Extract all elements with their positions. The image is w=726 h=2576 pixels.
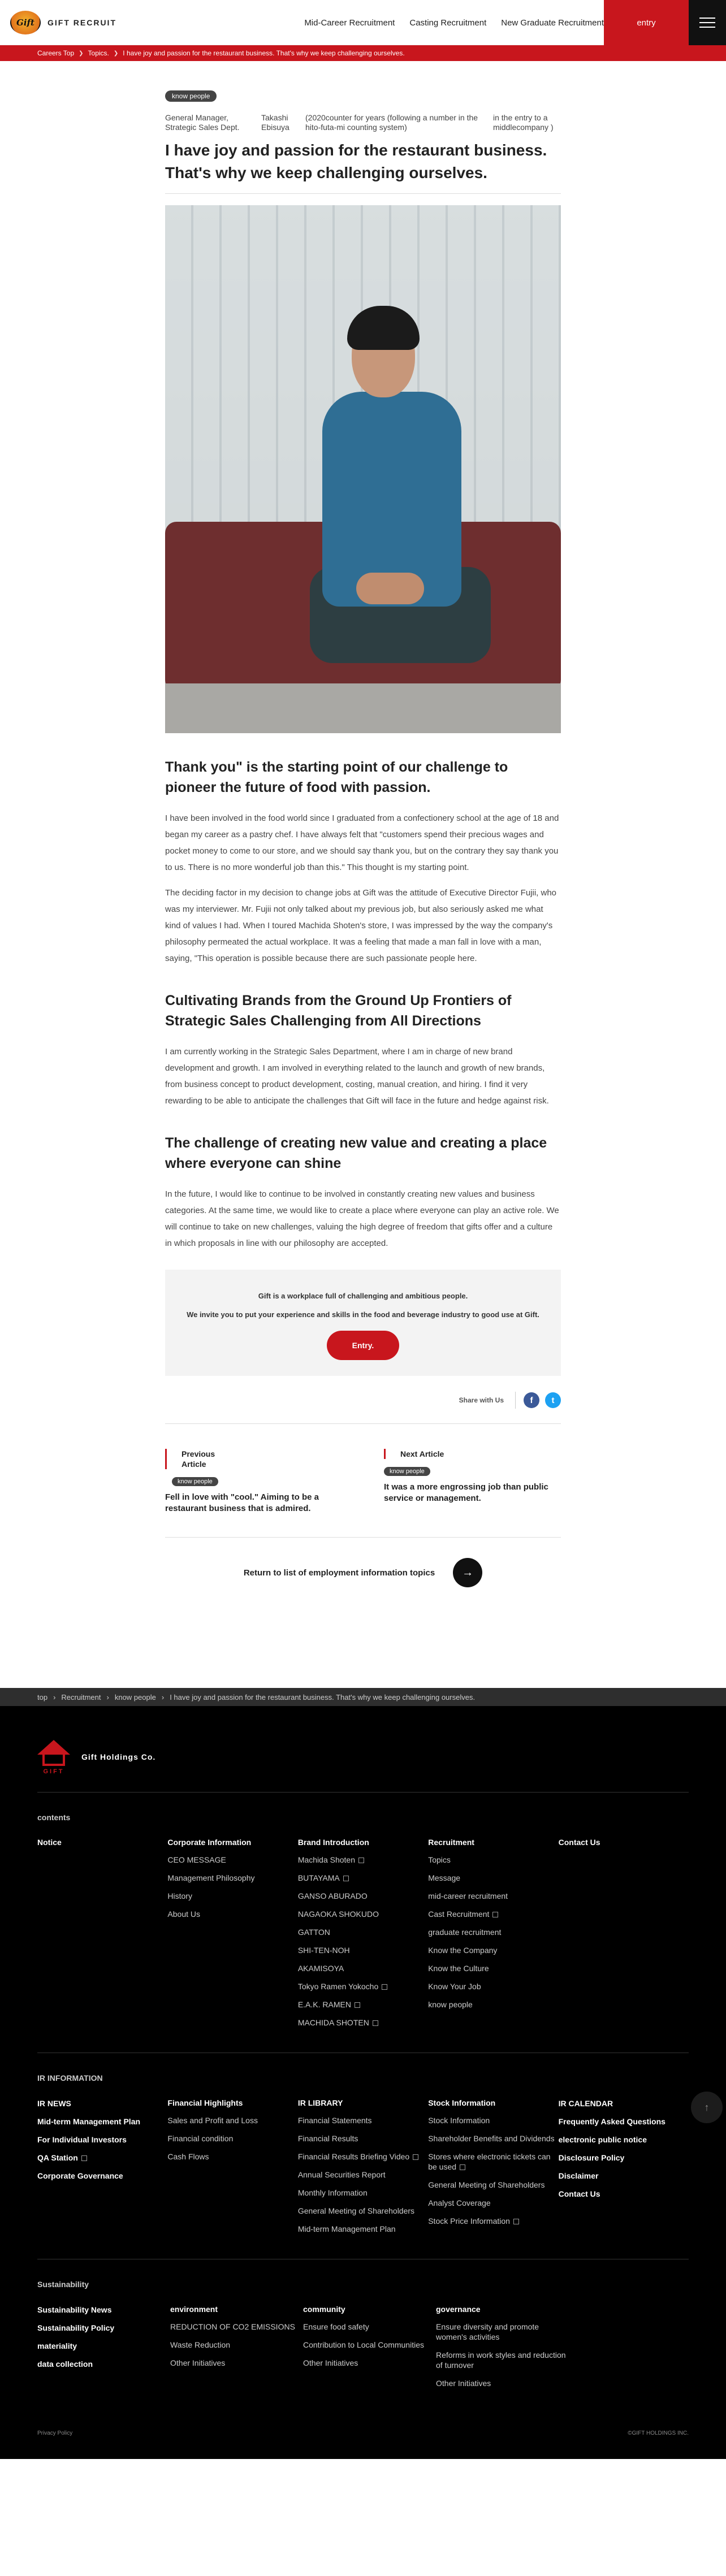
footer-link[interactable]: Message [428,1873,461,1882]
footer-link[interactable]: AKAMISOYA [297,1964,344,1973]
footer-link[interactable]: Ensure food safety [303,2322,369,2331]
breadcrumb-item[interactable]: Topics. [88,49,109,57]
nav-casting[interactable]: Casting Recruitment [409,18,487,28]
footer-link[interactable]: For Individual Investors [37,2135,127,2144]
footer-link[interactable]: mid-career recruitment [428,1891,508,1900]
footer-link-label: Tokyo Ramen Yokocho [297,1982,379,1991]
logo-text: GIFT RECRUIT [47,18,116,27]
section-paragraph: I am currently working in the Strategic Sales Department, where I am in charge of new brand development and growth. I am involved in everything related to the launch and growth of new brands, from business concept to product development, costing, manual creation, and hiring. I find it very rewarding to be able to anticipate the challenges that Gift will face in the future and hedge against risk. [165,1047,549,1106]
breadcrumb-item[interactable]: Recruitment [61,1692,101,1702]
share-bar [165,1392,561,1424]
footer-link[interactable]: Know the Culture [428,1964,489,1973]
footer-sustainability [37,2280,689,2396]
footer-link[interactable]: Financial Statements [297,2116,372,2125]
gift-house-icon [37,1740,70,1775]
footer-link[interactable]: Other Initiatives [170,2358,226,2367]
meta-year: (2020counter for years (following a number in the hito-futa-mi counting system) [305,113,478,132]
footer-link[interactable]: GATTON [297,1928,330,1937]
chevron-right-icon: ❯ [113,50,119,57]
interviewee-photo [165,205,561,733]
next-article-link[interactable] [384,1449,561,1514]
meta-position: General Manager, Strategic Sales Dept. [165,113,240,132]
external-link-icon [373,2020,378,2026]
footer-link-external[interactable] [298,2151,428,2162]
footer-heading[interactable]: Financial Highlights [167,2098,243,2107]
footer-heading-brand[interactable]: Brand Introduction [297,1838,369,1847]
footer-link[interactable]: Sales and Profit and Loss [167,2116,258,2125]
footer-link-external[interactable] [298,1999,428,2010]
category-tag: know people [165,90,217,102]
chevron-right-icon: ❯ [79,50,84,57]
previous-article-link[interactable] [165,1449,342,1514]
footer-link[interactable]: Corporate Governance [37,2171,123,2180]
nav-new-graduate[interactable]: New Graduate Recruitment [501,18,604,28]
arrow-right-icon: → [453,1558,482,1587]
previous-article-title: Fell in love with "cool." Aiming to be a restaurant business that is admired. [165,1492,319,1513]
article-section-3 [165,1133,561,1252]
footer-link-contact[interactable]: Contact Us [558,1838,600,1847]
back-to-list-link[interactable] [165,1558,561,1587]
footer-link[interactable]: electronic public notice [558,2135,647,2144]
breadcrumb-current: I have joy and passion for the restaurant business. That's why we keep challenging ourselves. [123,49,405,57]
site-logo[interactable] [10,11,116,34]
main-nav [304,0,604,45]
footer-link[interactable]: Ensure diversity and promote women's activities [436,2322,539,2341]
footer-link[interactable]: Reforms in work styles and reduction of turnover [436,2350,566,2370]
footer-link-label: QA Station [37,2153,78,2162]
footer-heading[interactable]: IR LIBRARY [297,2098,343,2107]
footer-contents [37,1813,689,2036]
external-link-icon [413,2154,418,2160]
footer-link-label: Stock Price Information [428,2216,510,2226]
footer-link[interactable]: graduate recruitment [428,1928,502,1937]
page-top-icon[interactable]: ↑ [691,2092,723,2123]
footer-link[interactable]: data collection [37,2359,93,2369]
page-title: I have joy and passion for the restaurant business. That's why we keep challenging ourselves. [165,139,561,194]
footer-link-external[interactable] [428,2151,558,2172]
footer-link[interactable]: Monthly Information [297,2188,368,2197]
hamburger-menu-icon[interactable] [689,0,726,45]
breadcrumb-item[interactable]: Careers Top [37,49,75,57]
footer-link[interactable]: Contact Us [558,2189,600,2198]
nav-mid-career[interactable]: Mid-Career Recruitment [304,18,395,28]
privacy-policy-link[interactable]: Privacy Policy [37,2430,73,2436]
breadcrumb-top [0,45,726,61]
back-to-list-label: Return to list of employment information topics [243,1568,435,1578]
footer-link[interactable]: Frequently Asked Questions [558,2117,666,2126]
section-paragraph: I have been involved in the food world since I graduated from a confectionery school at the age of 18 and began my career as a pastry chef. I have always felt that "customers spend their precious wages and pocket money to come to our store, and we should say thank you, but on the contrary they say thank you to us. There is no more wonderful job than this." This thought is my starting point. [165,813,559,872]
footer-link[interactable]: Know the Company [428,1946,498,1955]
logo-mark [10,11,41,34]
footer-link[interactable]: IR NEWS [37,2099,71,2108]
external-link-icon [343,1876,349,1881]
breadcrumb-item[interactable]: top [37,1692,48,1702]
footer-ir [37,2073,689,2242]
footer-link[interactable]: General Meeting of Shareholders [297,2206,415,2215]
section-heading: The challenge of creating new value and creating a place where everyone can shine [165,1135,547,1171]
next-article-title: It was a more engrossing job than public service or management. [384,1482,548,1503]
copyright: ©GIFT HOLDINGS INC. [628,2430,689,2436]
article-section-2 [165,990,561,1109]
footer-link-label: E.A.K. RAMEN [297,2000,351,2009]
article-pager [165,1449,561,1538]
external-link-icon [355,2002,360,2008]
twitter-icon[interactable]: t [545,1392,561,1408]
footer-link[interactable]: Mid-term Management Plan [297,2224,396,2233]
footer-link[interactable]: Waste Reduction [170,2340,231,2349]
footer-link[interactable]: Financial condition [167,2134,234,2143]
footer-link-label: Cast Recruitment [428,1910,490,1919]
footer-link[interactable]: SHI-TEN-NOH [297,1946,350,1955]
footer-link[interactable]: About Us [167,1910,200,1919]
footer-link-external[interactable] [298,2017,428,2028]
footer-link-label: Financial Results Briefing Video [297,2152,410,2161]
footer-company-name: Gift Holdings Co. [81,1752,156,1761]
section-heading: Cultivating Brands from the Ground Up Frontiers of Strategic Sales Challenging from All Directions [165,993,512,1029]
footer-link[interactable]: General Meeting of Shareholders [428,2180,545,2189]
footer-link[interactable]: Financial Results [297,2134,358,2143]
breadcrumb-bottom [0,1688,726,1706]
footer-sus-title: Sustainability [37,2280,89,2289]
footer-link[interactable]: Other Initiatives [303,2358,358,2367]
site-footer [0,1706,726,2459]
article [165,61,561,1587]
cta-entry-button[interactable]: Entry. [327,1331,399,1360]
footer-ir-title: IR INFORMATION [37,2073,103,2083]
footer-link-external[interactable] [37,2153,167,2163]
breadcrumb-current: I have joy and passion for the restaurant business. That's why we keep challenging ourselves. [170,1692,476,1702]
footer-link[interactable]: Know Your Job [428,1982,481,1991]
footer-link[interactable]: History [167,1891,192,1900]
footer-link[interactable]: GANSO ABURADO [297,1891,368,1900]
article-section-1 [165,757,561,967]
footer-link[interactable]: Cash Flows [167,2152,209,2161]
footer-link-external[interactable] [298,1873,428,1883]
footer-link-label: MACHIDA SHOTEN [297,2018,369,2027]
footer-link-label: Stores where electronic tickets can be used [428,2152,551,2171]
logo-mark-text: Gift [16,17,34,28]
footer-link[interactable]: Disclaimer [558,2171,599,2180]
footer-link[interactable]: Shareholder Benefits and Dividends [428,2134,555,2143]
footer-link[interactable]: REDUCTION OF CO2 EMISSIONS [170,2322,295,2331]
previous-article-tag: know people [172,1477,218,1486]
footer-link[interactable]: Sustainability News [37,2305,112,2314]
footer-link[interactable]: NAGAOKA SHOKUDO [297,1910,379,1919]
footer-link-external[interactable] [428,1909,558,1919]
footer-link-external[interactable] [298,1855,428,1865]
footer-link[interactable]: Contribution to Local Communities [303,2340,424,2349]
article-meta [165,113,561,132]
footer-link[interactable]: materiality [37,2341,77,2350]
footer-link[interactable]: know people [428,2000,473,2009]
footer-link-external[interactable] [298,1981,428,1991]
external-link-icon [81,2155,87,2161]
meta-entry: in the entry to a middlecompany ) [493,113,554,132]
footer-link[interactable]: Mid-term Management Plan [37,2117,141,2126]
footer-link[interactable]: CEO MESSAGE [167,1855,226,1864]
next-article-label: Next Article [384,1449,561,1459]
footer-logo-word: GIFT [43,1768,64,1775]
previous-article-label: Previous Article [165,1449,227,1469]
footer-heading[interactable]: Stock Information [428,2098,496,2107]
chevron-right-icon: › [106,1692,109,1702]
footer-heading-recruit[interactable]: Recruitment [428,1838,474,1847]
footer-link-notice[interactable]: Notice [37,1838,62,1847]
footer-link[interactable]: Disclosure Policy [558,2153,625,2162]
section-paragraph: The deciding factor in my decision to change jobs at Gift was the attitude of Executive Director Fujii, who was my interviewer. Mr. Fujii not only talked about my previous job, but also seriously asked me what kind of values I had. When I toured Machida Shoten's store, I was impressed by the way the company's philosophy permeated the actual workplace. It was a feeling that made a man fall in love with a man, saying, "This operation is possible because there are such passionate people here. [165,888,557,963]
share-label: Share with Us [459,1396,504,1404]
footer-logo[interactable] [37,1740,689,1775]
footer-link-external[interactable] [428,2216,558,2226]
external-link-icon [513,2219,519,2224]
footer-link-label: Machida Shoten [297,1855,355,1864]
footer-link[interactable]: Other Initiatives [436,2379,491,2388]
next-article-tag: know people [384,1467,430,1476]
meta-name: Takashi Ebisuya [261,113,289,132]
footer-heading[interactable]: governance [436,2305,481,2314]
footer-bottom [37,2430,689,2436]
entry-cta-box [165,1270,561,1376]
footer-link[interactable]: Analyst Coverage [428,2198,491,2207]
external-link-icon [358,1858,364,1863]
footer-link[interactable]: Annual Securities Report [297,2170,386,2179]
footer-link-label: BUTAYAMA [297,1873,340,1882]
breadcrumb-item[interactable]: know people [114,1692,156,1702]
section-paragraph: In the future, I would like to continue to be involved in constantly creating new values and business categories. At the same time, we would like to create a place where everyone can play an active role. We will continue to take on new challenges, valuing the high degree of freedom that gifts offer and a culture in which proposals in line with our philosophy are accepted. [165,1189,559,1248]
footer-link[interactable]: Management Philosophy [167,1873,255,1882]
facebook-icon[interactable]: f [524,1392,539,1408]
chevron-right-icon: › [53,1692,56,1702]
external-link-icon [492,1912,498,1917]
footer-contents-title: contents [37,1813,71,1822]
external-link-icon [460,2164,465,2170]
chevron-right-icon: › [161,1692,165,1702]
footer-link[interactable]: Stock Information [428,2116,490,2125]
cta-line-2: We invite you to put your experience and skills in the food and beverage industry to good use at Gift. [187,1310,539,1319]
external-link-icon [382,1984,387,1990]
footer-link[interactable]: Sustainability Policy [37,2323,115,2332]
section-heading: Thank you" is the starting point of our challenge to pioneer the future of food with passion. [165,759,508,795]
footer-link[interactable]: Topics [428,1855,451,1864]
cta-line-1: Gift is a workplace full of challenging and ambitious people. [258,1292,468,1300]
site-header [0,0,726,45]
footer-heading[interactable]: community [303,2305,345,2314]
divider [515,1392,516,1409]
footer-heading-corporate[interactable]: Corporate Information [167,1838,252,1847]
footer-link[interactable]: IR CALENDAR [558,2099,613,2108]
entry-button[interactable]: entry [604,0,689,45]
footer-heading[interactable]: environment [170,2305,218,2314]
